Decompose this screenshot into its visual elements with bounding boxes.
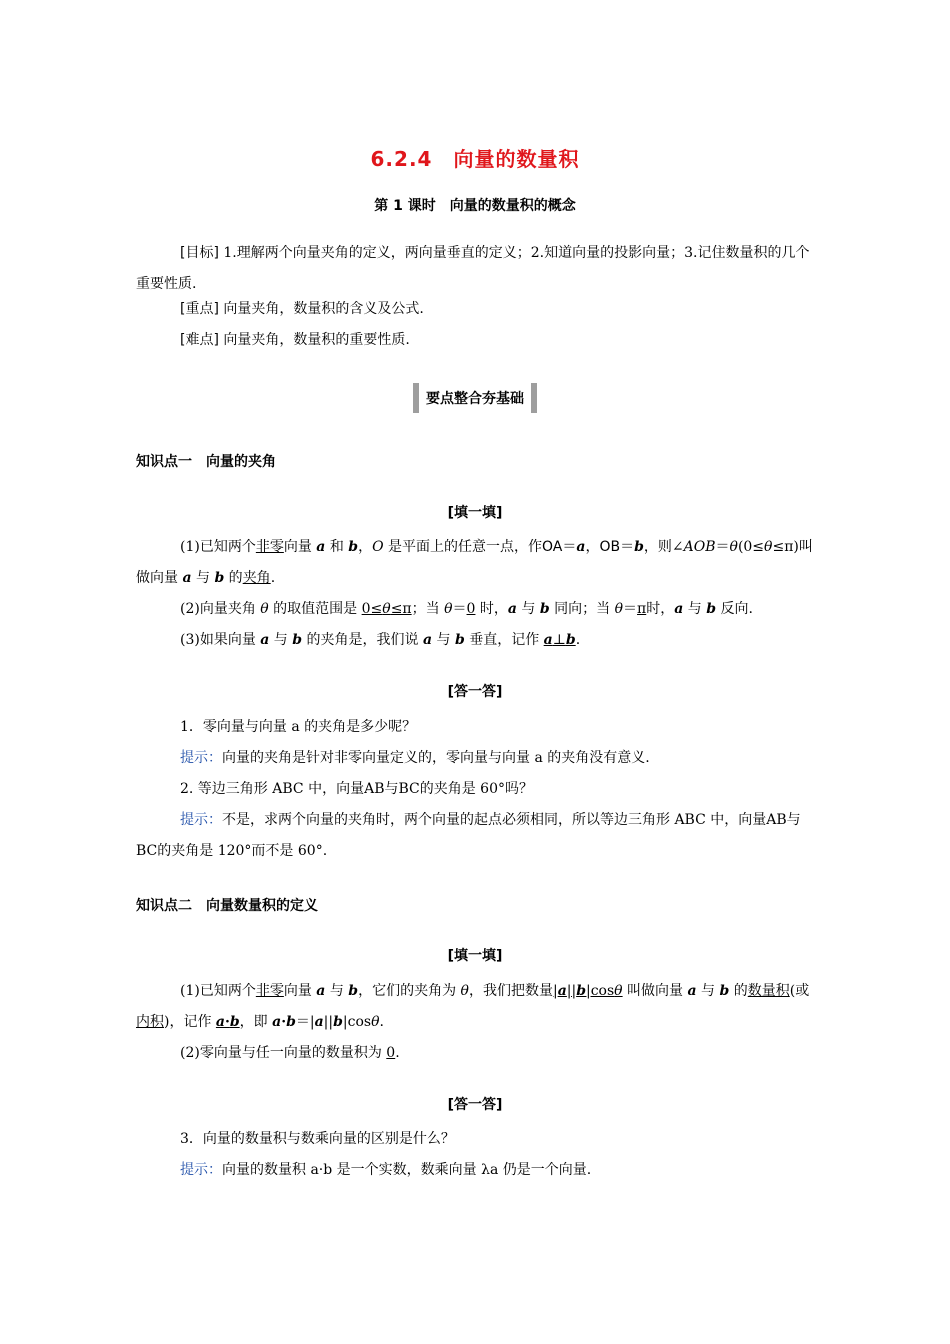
difficult-paragraph (136, 325, 816, 356)
question-3: 3．向量的数量积与数乘向量的区别是什么？ (180, 1131, 455, 1147)
answer-2 (136, 805, 816, 867)
hint-label-1: 提示： (180, 750, 222, 766)
answer-3 (136, 1155, 816, 1186)
fill-item-2-1: (1)已知两个非零向量 a 与 b，它们的夹角为 θ，我们把数量|a||b|cosθ 叫做向量 a 与 b 的数量积(或内积)，记作 a·b，即 a·b＝|a||b|cosθ. (136, 983, 810, 1030)
answer-1 (136, 743, 816, 774)
knowledge-point-2-heading: 知识点二 向量数量积的定义 (136, 898, 318, 914)
fill-item-2-2: (2)零向量与任一向量的数量积为 0. (180, 1045, 400, 1061)
fill-item-1-2: (2)向量夹角 θ 的取值范围是 0≤θ≤π；当 θ＝0 时，a 与 b 同向；当 θ＝π时，a 与 b 反向. (180, 601, 753, 617)
knowledge-point-1-heading: 知识点一 向量的夹角 (136, 454, 276, 470)
goal-label: [目标] (180, 245, 219, 261)
answer-2-text: 不是，求两个向量的夹角时，两个向量的起点必须相同，所以等边三角形 ABC 中，向量AB与BC的夹角是 120°而不是 60°. (136, 812, 801, 859)
answer-3-text: 向量的数量积 a·b 是一个实数，数乘向量 λa 仍是一个向量. (222, 1162, 592, 1178)
goal-text: 1.理解两个向量夹角的定义，两向量垂直的定义；2.知道向量的投影向量；3.记住数量积的几个重要性质. (136, 245, 810, 292)
question-2: 2. 等边三角形 ABC 中，向量AB与BC的夹角是 60°吗？ (180, 781, 533, 797)
answer-1-text: 向量的夹角是针对非零向量定义的，零向量与向量 a 的夹角没有意义. (222, 750, 650, 766)
section-banner (0, 383, 950, 413)
banner-right-bar (531, 383, 537, 413)
question-1: 1．零向量与向量 a 的夹角是多少呢？ (180, 719, 417, 735)
fill-in-title-1: [填一填] (447, 505, 503, 521)
lesson-subtitle: 第 1 课时 向量的数量积的概念 (374, 198, 576, 214)
fill-in-title-2: [填一填] (447, 948, 503, 964)
key-text: 向量夹角，数量积的含义及公式. (218, 301, 424, 317)
hint-label-2: 提示： (180, 812, 222, 828)
difficult-label: [难点] (180, 332, 219, 348)
fill-item-1-1: (1)已知两个非零向量 a 和 b，O 是平面上的任意一点，作OA＝a，OB＝b，则∠AOB＝θ(0≤θ≤π)叫做向量 a 与 b 的夹角. (136, 539, 813, 586)
banner-left-bar (413, 383, 419, 413)
difficult-text: 向量夹角，数量积的重要性质. (218, 332, 410, 348)
key-paragraph (136, 294, 816, 325)
goal-paragraph (136, 238, 816, 300)
answer-title-1: [答一答] (447, 684, 503, 700)
answer-title-2: [答一答] (447, 1097, 503, 1113)
key-label: [重点] (180, 301, 219, 317)
fill-item-1-3: (3)如果向量 a 与 b 的夹角是，我们说 a 与 b 垂直，记作 a⊥b. (180, 632, 581, 648)
hint-label-3: 提示： (180, 1162, 222, 1178)
banner-title: 要点整合夯基础 (426, 391, 524, 407)
page-title: 6.2.4 向量的数量积 (370, 147, 580, 171)
